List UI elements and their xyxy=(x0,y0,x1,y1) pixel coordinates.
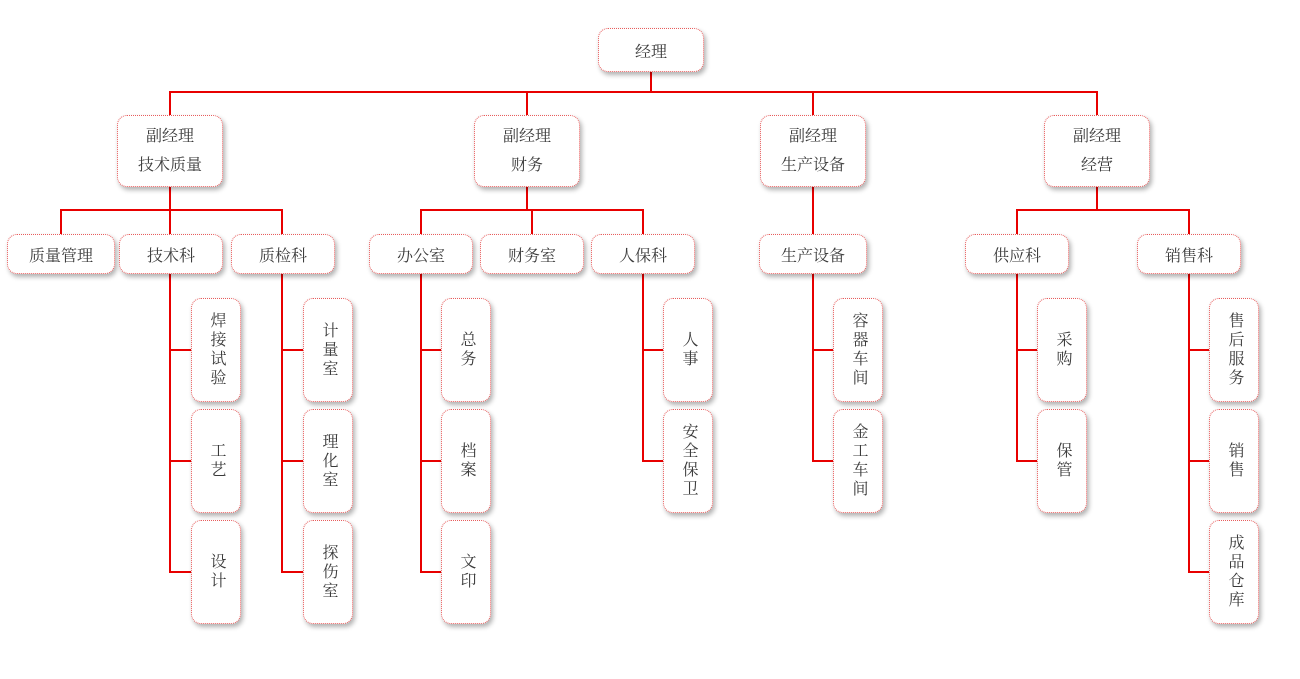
node-label: 采购 xyxy=(1054,331,1071,369)
node-unit-design[interactable] xyxy=(191,520,241,624)
node-unit-process[interactable] xyxy=(191,409,241,513)
node-label: 金工车间 xyxy=(850,423,867,499)
connector-line xyxy=(812,460,834,462)
connector-line xyxy=(420,273,422,573)
node-unit-security[interactable] xyxy=(663,409,713,513)
connector-line xyxy=(169,210,171,234)
node-unit-physchem-room[interactable] xyxy=(303,409,353,513)
node-dept-production-equipment[interactable] xyxy=(759,234,867,274)
node-dept-technical-section[interactable] xyxy=(119,234,223,274)
connector-line xyxy=(281,273,283,573)
node-unit-metrology-room[interactable] xyxy=(303,298,353,402)
node-unit-archives[interactable] xyxy=(441,409,491,513)
connector-line xyxy=(1188,273,1190,573)
connector-line xyxy=(650,72,652,93)
node-label: 售后服务 xyxy=(1226,312,1243,388)
node-unit-container-workshop[interactable] xyxy=(833,298,883,402)
connector-line xyxy=(420,571,442,573)
node-label: 焊接试验 xyxy=(208,312,225,388)
connector-line xyxy=(169,460,191,462)
node-unit-metalwork-workshop[interactable] xyxy=(833,409,883,513)
node-manager[interactable] xyxy=(598,28,704,72)
connector-line xyxy=(526,92,528,115)
connector-line xyxy=(531,210,533,234)
connector-line xyxy=(642,273,644,462)
connector-line xyxy=(281,571,303,573)
node-label: 成品仓库 xyxy=(1226,534,1243,610)
connector-line xyxy=(169,92,171,115)
connector-line xyxy=(1188,349,1210,351)
connector-line xyxy=(1016,209,1190,211)
deputy-area-label: 财务 xyxy=(510,157,543,174)
connector-line xyxy=(1016,273,1018,462)
connector-line xyxy=(642,349,664,351)
connector-line xyxy=(812,187,814,234)
node-label: 保管 xyxy=(1054,442,1071,480)
connector-line xyxy=(1016,460,1038,462)
node-unit-purchasing[interactable] xyxy=(1037,298,1087,402)
node-label: 办公室 xyxy=(396,247,445,265)
node-label: 人事 xyxy=(680,331,697,369)
node-deputy-finance[interactable] xyxy=(474,115,580,187)
connector-line xyxy=(60,210,62,234)
connector-line xyxy=(1096,187,1098,211)
connector-line xyxy=(1188,460,1210,462)
connector-line xyxy=(169,349,191,351)
node-label: 设计 xyxy=(208,553,225,591)
connector-line xyxy=(812,273,814,462)
node-unit-welding-test[interactable] xyxy=(191,298,241,402)
node-label: 安全保卫 xyxy=(680,423,697,499)
node-unit-storage[interactable] xyxy=(1037,409,1087,513)
node-label: 探伤室 xyxy=(320,543,337,601)
node-label: 生产设备 xyxy=(780,247,845,265)
node-label: 财务室 xyxy=(507,247,556,265)
node-dept-quality-inspection[interactable] xyxy=(231,234,335,274)
connector-line xyxy=(281,210,283,234)
node-label: 技术科 xyxy=(146,247,195,265)
node-label: 供应科 xyxy=(992,247,1041,265)
connector-line xyxy=(60,209,283,211)
connector-line xyxy=(169,273,171,573)
node-label: 人保科 xyxy=(618,247,667,265)
node-label: 质量管理 xyxy=(28,247,93,265)
node-dept-office[interactable] xyxy=(369,234,473,274)
connector-line xyxy=(1016,349,1038,351)
connector-line xyxy=(281,460,303,462)
node-deputy-operations[interactable] xyxy=(1044,115,1150,187)
node-label: 档案 xyxy=(458,442,475,480)
node-unit-sales[interactable] xyxy=(1209,409,1259,513)
connector-line xyxy=(1016,210,1018,234)
connector-line xyxy=(420,209,644,211)
connector-line xyxy=(812,92,814,115)
connector-line xyxy=(1188,571,1210,573)
connector-line xyxy=(812,349,834,351)
connector-line xyxy=(642,210,644,234)
deputy-area-label: 生产设备 xyxy=(780,157,845,174)
connector-line xyxy=(281,349,303,351)
deputy-role-label: 副经理 xyxy=(145,128,194,145)
connector-line xyxy=(420,349,442,351)
deputy-area-label: 技术质量 xyxy=(137,157,202,174)
connector-line xyxy=(642,460,664,462)
node-label: 计量室 xyxy=(320,321,337,379)
node-dept-supply[interactable] xyxy=(965,234,1069,274)
node-dept-hr-security[interactable] xyxy=(591,234,695,274)
node-label: 总务 xyxy=(458,331,475,369)
node-label: 质检科 xyxy=(258,247,307,265)
node-label: 理化室 xyxy=(320,432,337,490)
node-unit-printing[interactable] xyxy=(441,520,491,624)
connector-line xyxy=(1096,92,1098,115)
node-label: 销售科 xyxy=(1164,247,1213,265)
node-unit-after-sales[interactable] xyxy=(1209,298,1259,402)
node-deputy-tech-quality[interactable] xyxy=(117,115,223,187)
node-label: 容器车间 xyxy=(850,312,867,388)
deputy-role-label: 副经理 xyxy=(788,128,837,145)
node-dept-sales[interactable] xyxy=(1137,234,1241,274)
node-unit-finished-goods-warehouse[interactable] xyxy=(1209,520,1259,624)
connector-line xyxy=(420,460,442,462)
node-label: 工艺 xyxy=(208,442,225,480)
connector-line xyxy=(1188,210,1190,234)
connector-line xyxy=(420,210,422,234)
node-unit-general-affairs[interactable] xyxy=(441,298,491,402)
node-label: 销售 xyxy=(1226,442,1243,480)
node-unit-personnel[interactable] xyxy=(663,298,713,402)
connector-line xyxy=(526,187,528,211)
node-unit-flaw-detection-room[interactable] xyxy=(303,520,353,624)
deputy-role-label: 副经理 xyxy=(502,128,551,145)
node-label: 经理 xyxy=(634,43,667,61)
node-dept-quality-management[interactable] xyxy=(7,234,115,274)
deputy-role-label: 副经理 xyxy=(1072,128,1121,145)
deputy-area-label: 经营 xyxy=(1080,157,1113,174)
connector-line xyxy=(169,571,191,573)
connector-line xyxy=(169,91,1098,93)
connector-line xyxy=(169,187,171,211)
node-label: 文印 xyxy=(458,553,475,591)
node-dept-finance-office[interactable] xyxy=(480,234,584,274)
node-deputy-production-equipment[interactable] xyxy=(760,115,866,187)
